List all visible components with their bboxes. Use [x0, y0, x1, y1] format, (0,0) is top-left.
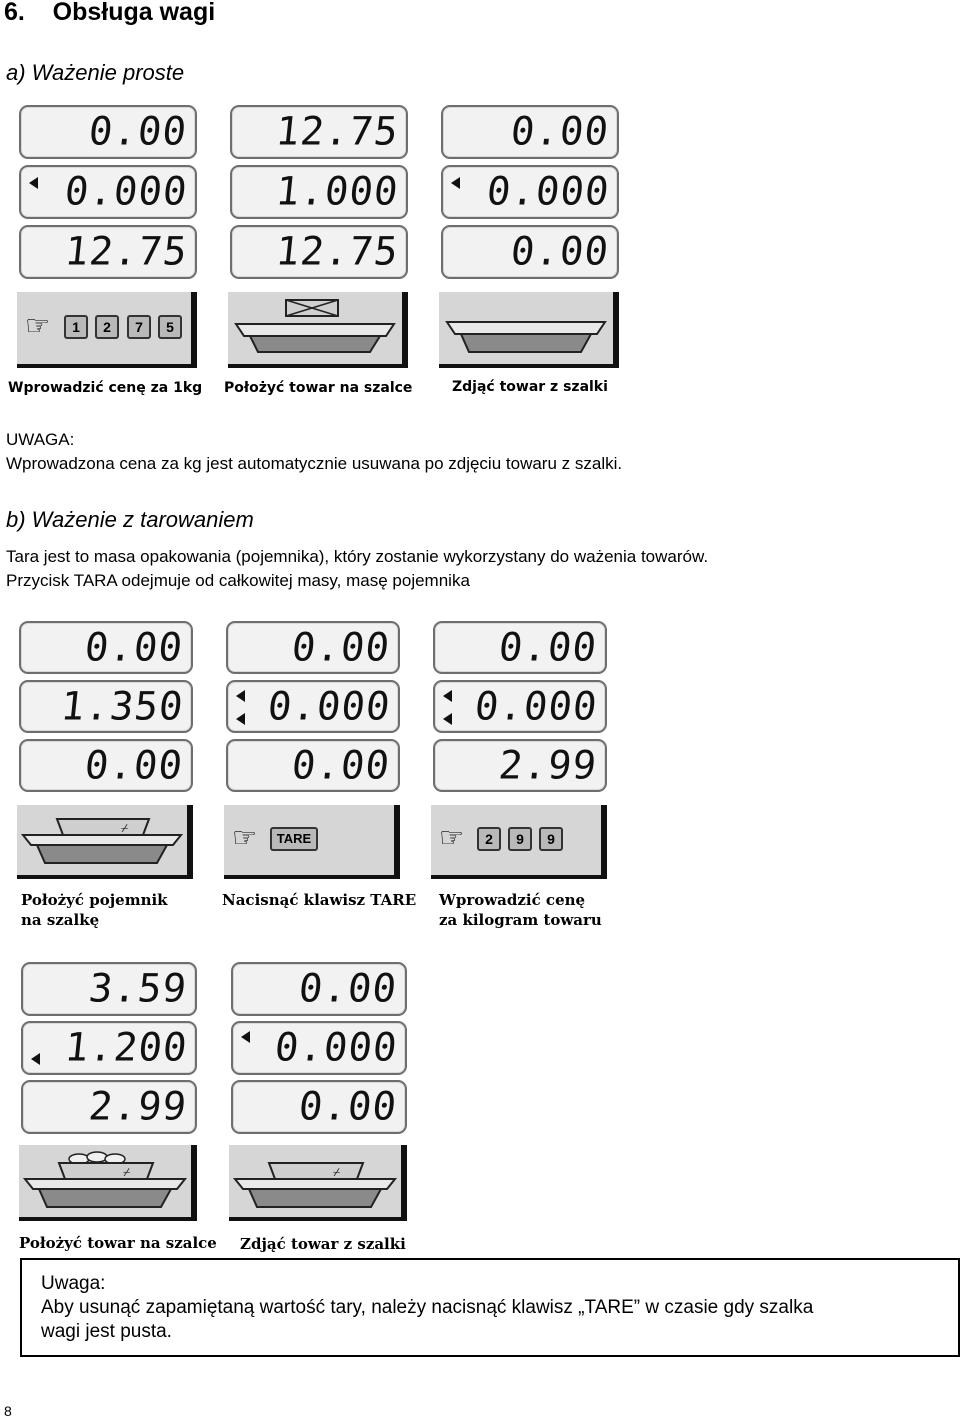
- svg-text:⌿: ⌿: [121, 821, 129, 835]
- note-text: Wprowadzona cena za kg jest automatycznie usuwana po zdjęciu towaru z szalki.: [6, 454, 623, 473]
- svg-text:⌿: ⌿: [123, 1165, 131, 1179]
- key-2: 2: [95, 315, 119, 339]
- lcd-price: 0.000: [441, 165, 619, 219]
- caption: Wprowadzić cenę: [439, 891, 586, 909]
- tare-indicator-icon: [241, 1031, 250, 1043]
- caption: Wprowadzić cenę za 1kg: [8, 380, 203, 396]
- key-9: 9: [539, 827, 563, 851]
- caption: za kilogram towaru: [439, 911, 602, 929]
- section-a-title: a) Ważenie proste: [6, 60, 185, 85]
- lcd-total: 2.99: [433, 739, 607, 792]
- lcd-total: 0.00: [441, 225, 619, 279]
- lcd-price: 0.000: [226, 680, 400, 733]
- lcd-weight: 0.00: [19, 105, 197, 159]
- tare-indicator-icon: [31, 1053, 40, 1065]
- lcd-total: 12.75: [230, 225, 408, 279]
- key-2: 2: [477, 827, 501, 851]
- section-b-desc: Tara jest to masa opakowania (pojemnika), który zostanie wykorzystany do ważenia towarów.: [6, 547, 709, 566]
- scale-with-container-icon: [229, 1145, 401, 1217]
- final-note-text: wagi jest pusta.: [41, 1321, 172, 1342]
- caption: na szalkę: [21, 911, 100, 929]
- lcd-price: 0.000: [231, 1021, 407, 1075]
- lcd-total: 12.75: [19, 225, 197, 279]
- keypad-panel: [431, 805, 607, 879]
- section-b-title: b) Ważenie z tarowaniem: [6, 507, 254, 532]
- lcd-weight: 0.00: [441, 105, 619, 159]
- note-title: UWAGA:: [6, 430, 75, 449]
- pointing-hand-icon: ☞: [439, 821, 465, 854]
- keypad-panel: [224, 805, 400, 879]
- tare-indicator-icon: [236, 690, 245, 702]
- scale-with-item-icon: [228, 292, 402, 364]
- key-1: 1: [64, 315, 88, 339]
- lcd-weight: 3.59: [21, 962, 197, 1016]
- caption: Położyć towar na szalce: [19, 1234, 217, 1252]
- scale-panel: [229, 1145, 407, 1221]
- lcd-price: 1.200: [21, 1021, 197, 1075]
- final-note-title: Uwaga:: [41, 1273, 106, 1294]
- scale-panel: [19, 1145, 197, 1221]
- pointing-hand-icon: ☞: [232, 821, 258, 854]
- scale-panel: [228, 292, 408, 368]
- caption: Położyć pojemnik: [21, 891, 168, 909]
- chapter-heading: 6. Obsługa wagi: [4, 0, 216, 26]
- caption: Położyć towar na szalce: [224, 380, 413, 396]
- svg-text:⌿: ⌿: [333, 1165, 341, 1179]
- lcd-weight: 0.00: [433, 621, 607, 674]
- keypad-panel: [17, 292, 197, 368]
- lcd-weight: 0.00: [226, 621, 400, 674]
- lcd-price: 0.000: [433, 680, 607, 733]
- section-b-desc: Przycisk TARA odejmuje od całkowitej masy, masę pojemnika: [6, 571, 470, 590]
- caption: Nacisnąć klawisz TARE: [222, 891, 417, 909]
- net-indicator-icon: [236, 713, 245, 725]
- key-9: 9: [508, 827, 532, 851]
- scale-panel: [17, 805, 193, 879]
- final-note-text: Aby usunąć zapamiętaną wartość tary, należy nacisnąć klawisz „TARE” w czasie gdy szalka: [41, 1297, 814, 1318]
- key-5: 5: [158, 315, 182, 339]
- lcd-weight: 12.75: [230, 105, 408, 159]
- lcd-total: 0.00: [19, 739, 193, 792]
- scale-with-container-icon: [17, 805, 187, 875]
- pointing-hand-icon: ☞: [25, 309, 51, 342]
- page-number: 8: [4, 1403, 12, 1419]
- final-note-box: [20, 1258, 960, 1357]
- caption: Zdjąć towar z szalki: [240, 1235, 406, 1253]
- tare-indicator-icon: [451, 177, 460, 189]
- caption: Zdjąć towar z szalki: [452, 379, 608, 395]
- scale-panel: [439, 292, 619, 368]
- tare-key: TARE: [270, 827, 318, 851]
- lcd-weight: 0.00: [231, 962, 407, 1016]
- lcd-price: 1.350: [19, 680, 193, 733]
- lcd-weight: 0.00: [19, 621, 193, 674]
- tare-indicator-icon: [29, 177, 38, 189]
- lcd-total: 2.99: [21, 1080, 197, 1134]
- lcd-price: 1.000: [230, 165, 408, 219]
- scale-with-container-and-goods-icon: [19, 1145, 191, 1217]
- tare-indicator-icon: [443, 690, 452, 702]
- lcd-total: 0.00: [231, 1080, 407, 1134]
- key-7: 7: [127, 315, 151, 339]
- net-indicator-icon: [443, 713, 452, 725]
- lcd-price: 0.000: [19, 165, 197, 219]
- empty-scale-icon: [439, 292, 613, 364]
- lcd-total: 0.00: [226, 739, 400, 792]
